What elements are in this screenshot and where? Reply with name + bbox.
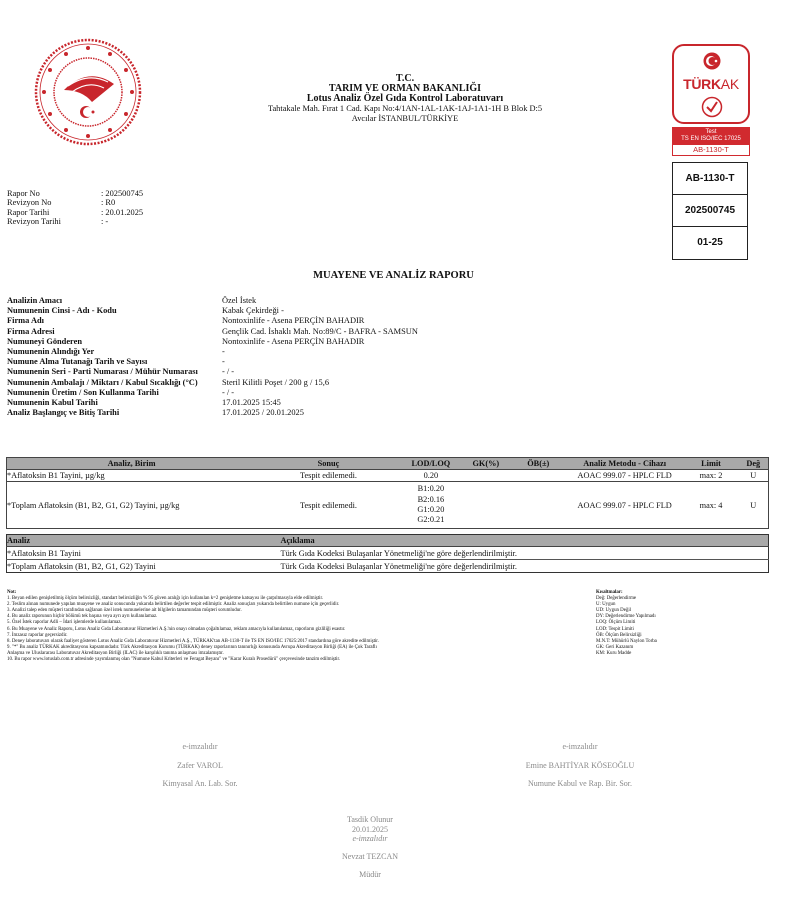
info-value: 17.01.2025 15:45 <box>222 398 281 408</box>
turkak-code: AB-1130-T <box>672 144 750 156</box>
abbreviations-section <box>596 590 776 657</box>
explanations-header-row <box>7 535 769 547</box>
col-header: Sonuç <box>256 458 401 470</box>
info-label: Numunenin Seri - Parti Numarası / Mühür Numarası <box>7 367 198 377</box>
info-label: Firma Adresi <box>7 326 55 336</box>
note-item: 9. "*" Bu analiz TÜRKAK akreditasyonu kapsamındadır. Türk Akreditasyon Kurumu (TÜRKAK) deney raporlarının tanınırlığı konusunda Avrupa Akreditasyon Birliği (EA) ile Çok Taraflı <box>7 644 377 650</box>
note-item: 8. Deney laboratuvarı olarak faaliyet gösteren Lotus Analiz Gıda Laboratuvar Hizmetleri A.Ş., TÜRKAK'tan AB-1130-T ile TS EN ISO/IEC 17025:2017 standardına göre akredite edilmiştir. <box>7 638 379 644</box>
signature-status: e-imzalıdır <box>182 742 218 751</box>
ministry-seal-logo <box>34 38 142 146</box>
info-label: Analizin Amacı <box>7 296 63 305</box>
note-item: 10. Bu rapor www.lotuslab.com.tr adresinde yayımlanmış olan "Numune Kabul Kriterleri ve Feragat Beyanı" ve "Karar Kuralı Prosedürü" çerçevesinde tanzim edilmiştir. <box>7 657 341 663</box>
result-cell: Tespit edilemedi. <box>256 470 401 482</box>
notes-heading: Not: <box>7 590 17 595</box>
abbreviations-heading: Kısaltmalar: <box>596 590 623 595</box>
info-value: Özel İstek <box>222 296 257 305</box>
turkak-badge <box>672 44 750 124</box>
info-value: - / - <box>222 367 235 377</box>
info-value: - <box>222 357 225 367</box>
results-table <box>6 457 769 529</box>
header-address-1: Tahtakale Mah. Fırat 1 Cad. Kapı No:4/1AN-1AL-1AK-1AJ-1A1-1H B Blok D:5 <box>267 104 543 113</box>
report-meta <box>7 189 143 227</box>
meta-value: : - <box>101 217 109 227</box>
lab-header <box>230 74 580 124</box>
meta-label: Rapor No <box>7 189 40 198</box>
meta-label: Revizyon No <box>7 198 52 208</box>
report-code-box <box>672 162 748 260</box>
abbreviation-item: ÖB: Ölçüm Belirsizliği <box>596 632 642 638</box>
eval-cell: U <box>738 470 768 482</box>
approval-date: 20.01.2025 <box>352 824 388 834</box>
meta-value: : 20.01.2025 <box>101 207 144 217</box>
col-header: LOD/LOQ <box>401 458 461 470</box>
col-header: Analiz <box>7 535 281 547</box>
lod-cell: B1:0.20 B2:0.16 G1:0.20 G2:0.21 <box>401 482 461 529</box>
gk-cell <box>461 470 511 482</box>
col-header: Analiz, Birim <box>7 458 257 470</box>
info-label: Analiz Başlangıç ve Bitiş Tarihi <box>7 408 120 418</box>
approver-name: Nevzat TEZCAN <box>341 851 399 861</box>
info-label: Numune Alma Tutanağı Tarih ve Sayısı <box>7 357 148 367</box>
info-label: Numunenin Kabul Tarihi <box>7 398 98 408</box>
info-value: Kabak Çekirdeği - <box>222 306 284 316</box>
info-value: Gençlik Cad. İshaklı Mah. No:89/C - BAFRA - SAMSUN <box>222 326 418 336</box>
info-label: Firma Adı <box>7 316 44 326</box>
turkak-wordmark: TÜRKAK <box>683 76 739 92</box>
abbreviation-item: U: Uygun <box>596 602 616 608</box>
result-cell: Tespit edilemedi. <box>256 482 401 529</box>
col-header: Limit <box>684 458 739 470</box>
accreditation-number: AB-1130-T <box>673 163 747 195</box>
ob-cell <box>511 482 566 529</box>
table-row <box>7 547 769 560</box>
note-item: 1. Beyan edilen genişletilmiş ölçüm belirsizliği, standart belirsizliğin % 95 güven aralığı için kullanılan k=2 genişletme katsayısı ile çarpılmasıyla elde edilmiştir. <box>7 596 324 602</box>
turkak-standard-band: Test TS EN ISO/IEC 17025 <box>672 127 750 144</box>
signature-right <box>500 738 660 794</box>
info-label: Numuneyi Gönderen <box>7 336 82 346</box>
info-value: Steril Kilitli Poşet / 200 g / 15,6 <box>222 377 330 387</box>
signature-status: e-imzalıdır <box>562 742 598 751</box>
info-value: - <box>222 347 225 357</box>
note-item: 2. Teslim alınan numunede yapılan muayene ve analiz sonucunda yukarıda belirtilen değerler tespit edilmiştir. Analiz sonuçları yukarıda belirtilen numune için geçerlidir. <box>7 602 340 608</box>
turkak-accreditation-logo <box>672 44 750 156</box>
checkmark-icon <box>701 96 723 118</box>
info-label: Numunenin Üretim / Son Kullanma Tarihi <box>7 387 159 397</box>
analysis-cell: *Aflatoksin B1 Tayini <box>7 547 281 560</box>
signatory-name: Zafer VAROL <box>177 760 223 770</box>
notes-section <box>7 590 587 663</box>
limit-cell: max: 4 <box>684 482 739 529</box>
signature-left <box>130 738 270 794</box>
approval-label: Tasdik Olunur <box>347 815 393 824</box>
header-lab-name: Lotus Analiz Özel Gıda Kontrol Laboratuvarı <box>306 93 504 104</box>
analysis-cell: *Toplam Aflatoksin (B1, B2, G1, G2) Tayini <box>7 561 156 571</box>
signatory-role: Kimyasal An. Lab. Sor. <box>162 779 238 788</box>
meta-value: : 202500745 <box>101 189 144 198</box>
signatory-name: Emine BAHTİYAR KÖSEOĞLU <box>525 760 635 770</box>
method-cell: AOAC 999.07 - HPLC FLD <box>566 482 684 529</box>
table-row <box>7 470 769 482</box>
approval-status: e-imzalıdır <box>352 834 388 843</box>
info-value: Nontoxinlife - Asena PERÇİN BAHADIR <box>222 336 365 346</box>
abbreviation-item: LOQ: Ölçüm Limiti <box>596 620 636 626</box>
signatory-role: Numune Kabul ve Rap. Bir. Sor. <box>528 779 632 788</box>
abbreviation-item: M.N.T: Mühürlü Naylon Torba <box>596 638 657 644</box>
col-header: GK(%) <box>461 458 511 470</box>
note-item: 5. Özel İstek raporlar Adli – İdari işlemlerde kullanılamaz. <box>7 620 122 626</box>
abbreviation-item: DY: Değerlendirme Yapılmadı <box>596 614 656 620</box>
crescent-icon <box>703 52 721 70</box>
approver-role: Müdür <box>359 870 381 879</box>
ob-cell <box>511 470 566 482</box>
note-item: 3. Analizi talep eden müşteri tarafından sağlanan özel istek numunelerine ait bilgilerin tamamından müşteri sorumludur. <box>7 608 242 614</box>
meta-label: Rapor Tarihi <box>7 207 50 217</box>
abbreviation-item: UD: Uygun Değil <box>596 608 632 614</box>
table-row <box>7 482 769 529</box>
abbreviation-item: KM: Kuru Madde <box>596 650 632 656</box>
lod-cell: 0.20 <box>401 470 461 482</box>
results-header-row <box>7 458 769 470</box>
header-tc: T.C. <box>395 73 415 84</box>
abbreviation-item: LOD: Tespit Limiti <box>596 626 634 632</box>
explanations-table <box>6 534 769 573</box>
limit-cell: max: 2 <box>684 470 739 482</box>
info-value: 17.01.2025 / 20.01.2025 <box>222 408 304 418</box>
gk-cell <box>461 482 511 529</box>
approval-block <box>310 815 430 880</box>
header-ministry: TARIM VE ORMAN BAKANLIĞI <box>328 83 482 94</box>
sample-info <box>7 296 418 418</box>
method-cell: AOAC 999.07 - HPLC FLD <box>566 470 684 482</box>
col-header: ÖB(±) <box>511 458 566 470</box>
report-title: MUAYENE VE ANALİZ RAPORU <box>313 270 474 281</box>
info-value: Nontoxinlife - Asena PERÇİN BAHADIR <box>222 316 365 326</box>
note-item: 4. Bu analiz raporunun hiçbir bölümü tek başına veya ayrı ayrı kullanılamaz. <box>7 614 158 620</box>
report-period: 01-25 <box>697 237 723 248</box>
col-header: Analiz Metodu - Cihazı <box>566 458 684 470</box>
note-cell: Türk Gıda Kodeksi Bulaşanlar Yönetmeliği'ne göre değerlendirilmiştir. <box>281 547 769 560</box>
analysis-cell: *Aflatoksin B1 Tayini, µg/kg <box>7 470 257 482</box>
abbreviation-item: Değ: Değerlendirme <box>596 596 637 602</box>
note-cell: Türk Gıda Kodeksi Bulaşanlar Yönetmeliği'ne göre değerlendirilmiştir. <box>280 561 517 571</box>
info-value: - / - <box>222 387 235 397</box>
analysis-cell: *Toplam Aflatoksin (B1, B2, G1, G2) Tayini, µg/kg <box>7 482 257 529</box>
meta-value: : R0 <box>101 198 116 208</box>
header-address-2: Avcılar İSTANBUL/TÜRKİYE <box>351 114 459 123</box>
col-header: Değ <box>738 458 768 470</box>
meta-label: Revizyon Tarihi <box>7 217 61 227</box>
note-item: 6. Bu Muayene ve Analiz Raporu, Lotus Analiz Gıda Laboratuvar Hizmetleri A.Ş.'nin onayı olmadan çoğaltılamaz, reklam amacıyla kullanılamaz, raporların gizliliği esastır. <box>7 626 346 632</box>
info-label: Numunenin Cinsi - Adı - Kodu <box>7 306 117 316</box>
report-number: 202500745 <box>673 195 747 227</box>
note-item: Anlaşma ve Uluslararası Laboratuvar Akreditasyon Birliği (ILAC) ile karşılıklı tanıma anlaşması imzalamıştır. <box>7 650 224 656</box>
note-item: 7. İmzasız raporlar geçersizdir. <box>7 632 68 638</box>
eval-cell: U <box>738 482 768 529</box>
info-label: Numunenin Ambalajı / Miktarı / Kabul Sıcaklığı (°C) <box>7 377 198 387</box>
info-label: Numunenin Alındığı Yer <box>7 347 95 357</box>
table-row <box>7 560 769 573</box>
col-header: Açıklama <box>281 535 769 547</box>
abbreviation-item: GK: Geri Kazanım <box>596 644 634 650</box>
